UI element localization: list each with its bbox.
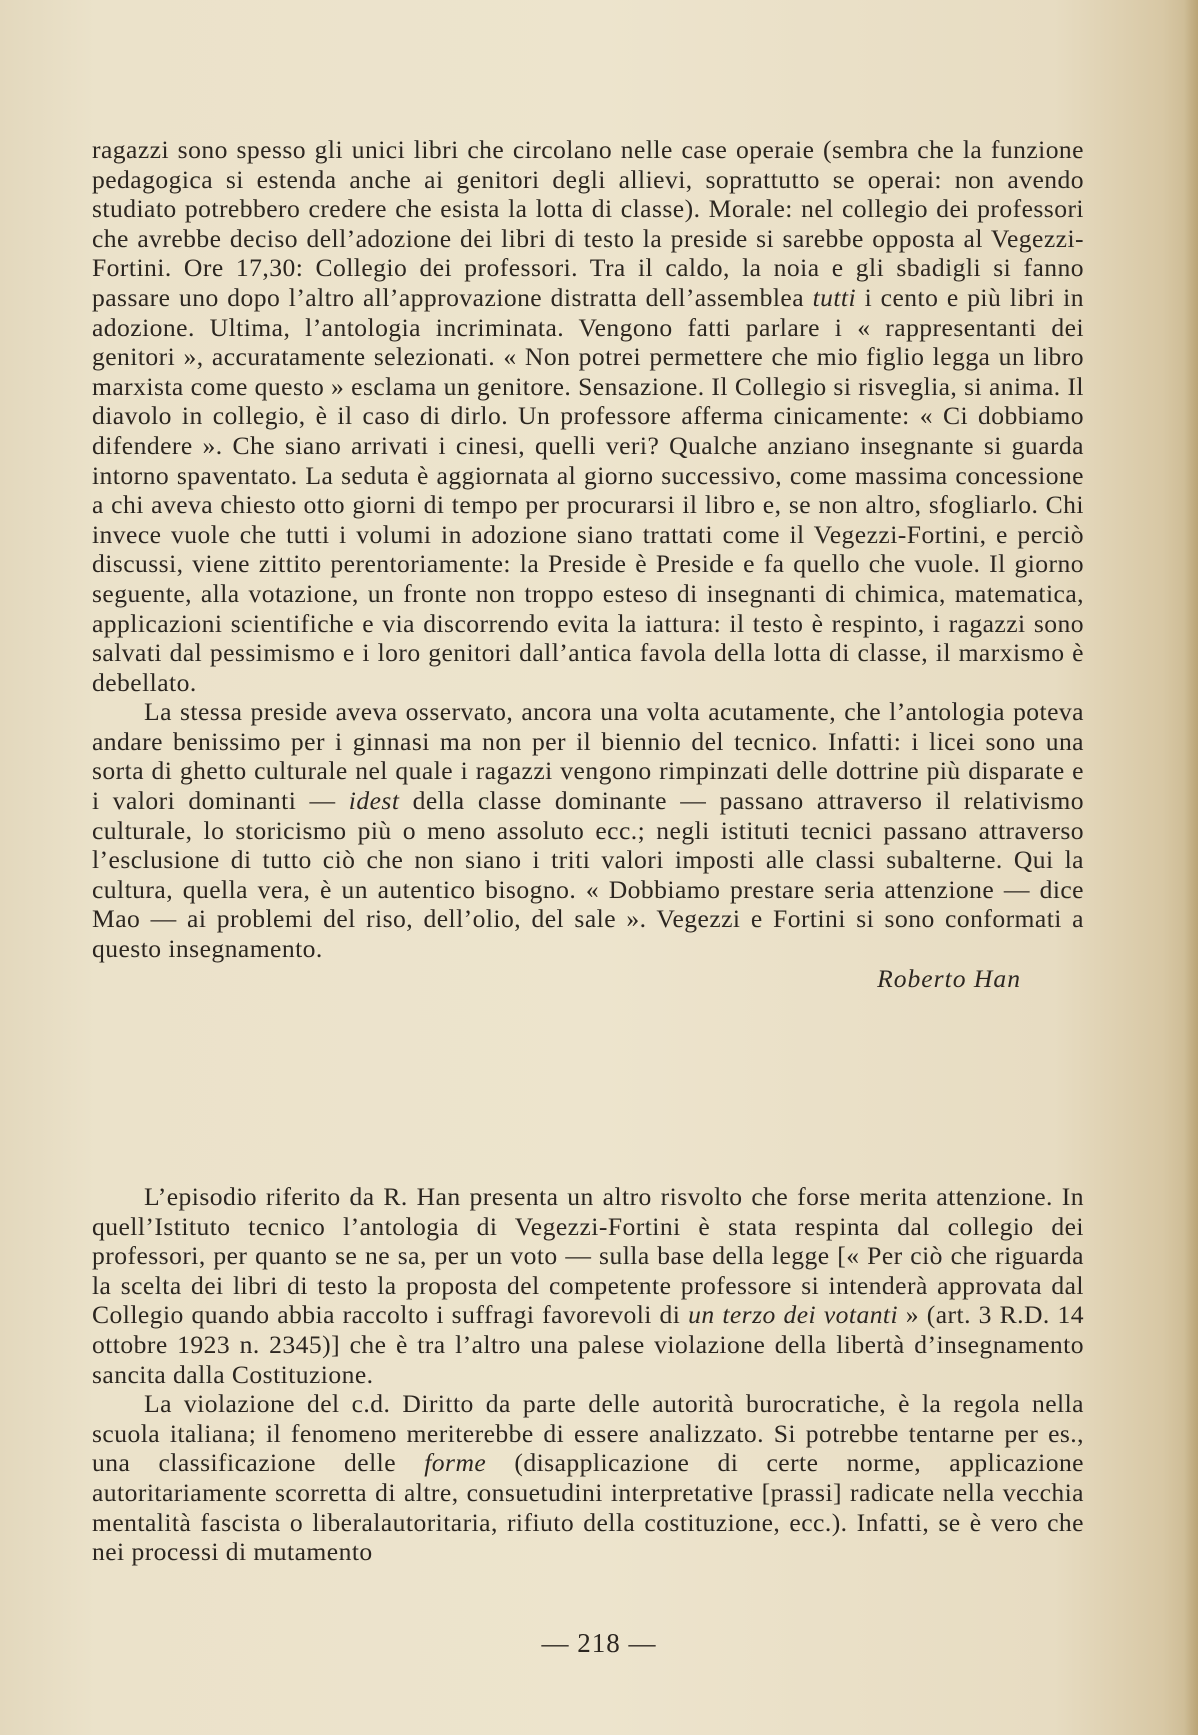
article-commentary — [92, 1182, 1084, 1567]
emphasis: idest — [348, 786, 400, 816]
page-edge-shadow — [1184, 0, 1198, 1735]
paragraph: L’episodio riferito da R. Han presenta un altro risvolto che forse merita attenzione. In quell’Istituto tecnico l’antologia di Vegezzi-Fortini è stata respinta dal collegio dei professori, per quanto se ne sa, per un voto — sulla base della legge [« Per ciò che riguarda la scelta dei libri di testo la proposta del competente professore si intenderà approvata dal Collegio quando abbia raccolto i suffragi favorevoli di un terzo dei votanti » (art. 3 R.D. 14 ottobre 1923 n. 2345)] che è tra l’altro una palese violazione della libertà d’insegnamento sancita dalla Costituzione. — [92, 1182, 1085, 1389]
article-review — [92, 135, 1084, 993]
author-signature: Roberto Han — [877, 963, 1021, 993]
emphasis: tutti — [812, 282, 857, 312]
emphasis: un terzo dei votanti — [688, 1300, 899, 1330]
emphasis: forme — [424, 1448, 487, 1478]
paragraph: La stessa preside aveva osservato, ancora una volta acutamente, che l’antologia poteva andare benissimo per i ginnasi ma non per il biennio del tecnico. Infatti: i licei sono una sorta di ghetto culturale nel quale i ragazzi vengono rimpinzati delle dottrine più disparate e i valori dominanti — idest della classe dominante — passano attraverso il relativismo culturale, lo storicismo più o meno assoluto ecc.; negli istituti tecnici passano attraverso l’esclusione di tutto ciò che non siano i triti valori imposti alle classi subalterne. Qui la cultura, quella vera, è un autentico bisogno. « Dobbiamo prestare seria attenzione — dice Mao — ai problemi del riso, dell’olio, del sale ». Vegezzi e Fortini si sono conformati a questo insegnamento. — [92, 697, 1085, 964]
page-number: — 218 — — [541, 1628, 657, 1658]
paragraph: La violazione del c.d. Diritto da parte delle autorità burocratiche, è la regola nella scuola italiana; il fenomeno meriterebbe di essere analizzato. Si potrebbe tentarne per es., una classificazione delle forme (disapplicazione di certe norme, applicazione autoritariamente scorretta di altre, consuetudini interpretative [prassi] radicate nella vecchia mentalità fascista o liberalautoritaria, rifiuto della costituzione, ecc.). Infatti, se è vero che nei processi di mutamento — [92, 1389, 1084, 1567]
paragraph: ragazzi sono spesso gli unici libri che circolano nelle case operaie (sembra che la funzione pedagogica si estenda anche ai genitori degli allievi, soprattutto se operai: non avendo studiato potrebbero credere che esista la lotta di classe). Morale: nel collegio dei professori che avrebbe deciso dell’adozione dei libri di testo la preside si sarebbe opposta al Vegezzi-Fortini. Ore 17,30: Collegio dei professori. Tra il caldo, la noia e gli sbadigli si fanno passare uno dopo l’altro all’approvazione distratta dell’assemblea tutti i cento e più libri in adozione. Ultima, l’antologia incriminata. Vengono fatti parlare i « rappresentanti dei genitori », accuratamente selezionati. « Non potrei permettere che mio figlio legga un libro marxista come questo » esclama un genitore. Sensazione. Il Collegio si risveglia, si anima. Il diavolo in collegio, è il caso di dirlo. Un professore afferma cinicamente: « Ci dobbiamo difendere ». Che siano arrivati i cinesi, quelli veri? Qualche anziano insegnante si guarda intorno spaventato. La seduta è aggiornata al giorno successivo, come massima concessione a chi aveva chiesto otto giorni di tempo per procurarsi il libro e, se non altro, sfogliarlo. Chi invece vuole che tutti i volumi in adozione siano trattati come il Vegezzi-Fortini, e perciò discussi, viene zittito perentoriamente: la Preside è Preside e fa quello che vuole. Il giorno seguente, alla votazione, un fronte non troppo esteso di insegnanti di chimica, matematica, applicazioni scientifiche e via discorrendo evita la iattura: il testo è respinto, i ragazzi sono salvati dal pessimismo e i loro genitori dall’antica favola della lotta di classe, il marxismo è debellato. — [92, 135, 1084, 697]
